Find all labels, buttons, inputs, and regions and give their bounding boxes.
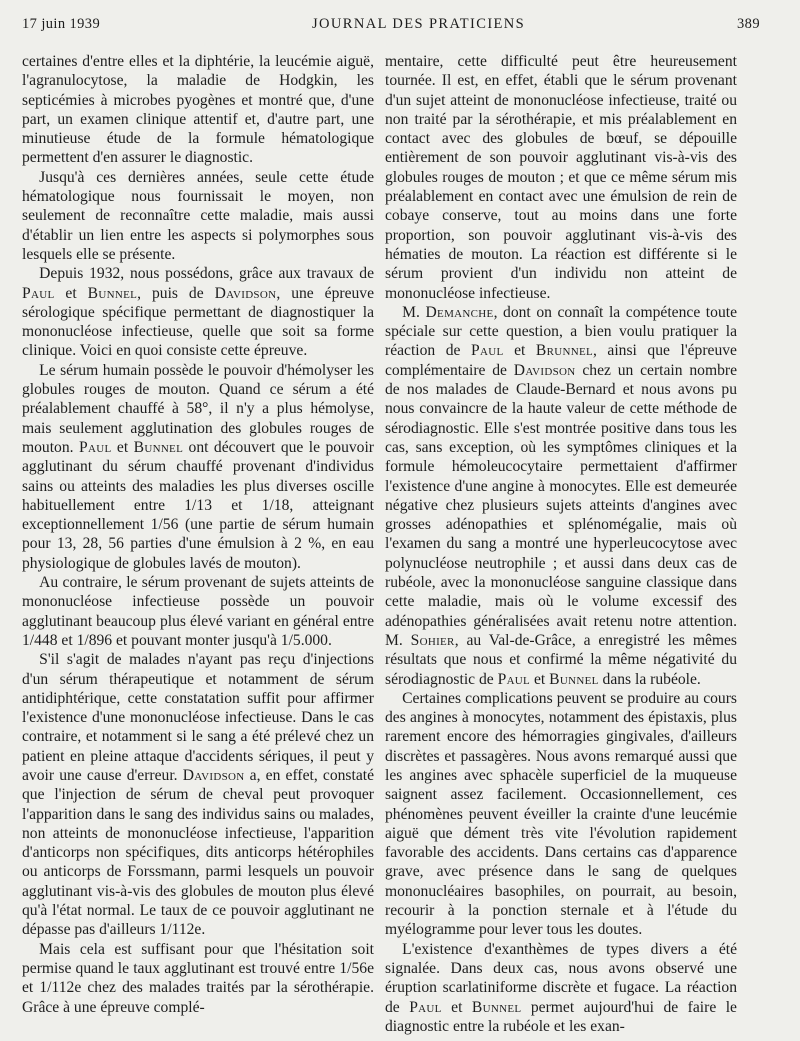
author-name: Demanche <box>425 303 494 321</box>
paragraph: mentaire, cette difficulté peut être heureusement tournée. Il est, en effet, établi que le sérum provenant d'un sujet atteint de mononucléose infectieuse, traité ou non traité par la sérothérapie, et mis préalablement en contact avec des globules de bœuf, se dépouille entièrement de son pouvoir agglutinant vis-à-vis des globules rouges de mouton ; et que ce même sérum mis préalablement en contact avec une émulsion de rein de cobaye conserve, tout au moins dans une forte proportion, son pouvoir agglutinant vis-à-vis des hématies de mouton. La réaction est différente si le sérum provient d'un individu non atteint de mononucléose infectieuse. <box>385 53 737 302</box>
paragraph: Depuis 1932, nous possédons, grâce aux travaux de Paul et Bunnel, puis de Davidson, une épreuve sérologique spécifique permettant de diagnostiquer la mononucléose infectieuse, quelle que soit sa forme clinique. Voici en quoi consiste cette épreuve. <box>22 265 374 360</box>
page-number: 389 <box>737 16 760 32</box>
paragraph: L'existence d'exanthèmes de types divers a été signalée. Dans deux cas, nous avons observé une éruption scarlatiniforme discrète et fugace. La réaction de Paul et Bunnel permet aujourd'hui de faire le diagnostic entre la rubéole et les exan- <box>385 940 737 1035</box>
author-name: Bunnel <box>87 284 138 302</box>
author-name: Paul <box>471 342 504 360</box>
author-name: Brunnel <box>535 342 593 360</box>
author-name: Bunnel <box>471 998 522 1016</box>
author-name: Davidson <box>214 284 277 302</box>
paragraph: Certaines complications peuvent se produire au cours des angines à monocytes, notamment des épistaxis, plus rarement encore des hémorragies gingivales, d'ailleurs discrètes et passagères. Nous avons remarqué aussi que les angines avec sphacèle superficiel de la muqueuse saignent assez facilement. Occasionnellement, ces phénomènes peuvent éveiller la crainte d'une leucémie aiguë que dément très vite l'évolution rapidement favorable des accidents. Dans certains cas d'apparence grave, avec présence dans le sang de quelques mononucléaires basophiles, on pourrait, au besoin, recourir à la ponction sternale et à l'étude du myélogramme pour lever tous les doutes. <box>385 689 737 939</box>
paragraph: M. Demanche, dont on connaît la compétence toute spéciale sur cette question, a bien voulu pratiquer la réaction de Paul et Brunnel, ainsi que l'épreuve complémentaire de Davidson chez un certain nombre de nos malades de Claude-Bernard et nous avons pu nous convaincre de la haute valeur de cette méthode de sérodiagnostic. Elle s'est montrée positive dans tous les cas, sans exception, où les symptômes cliniques et la formule hémoleucocytaire permettaient d'affirmer l'existence d'une angine à monocytes. Elle est demeurée négative chez plusieurs sujets atteints d'angines avec grosses adénopathies et splénomégalie, mais où l'examen du sang a montré une hyperleucocytose avec polynucléose neutrophile ; et aussi dans deux cas de rubéole, avec la mononucléose sanguine classique dans cette maladie, mais où le volume excessif des adénopathies généralisées avait retenu notre attention. M. Sohier, au Val-de-Grâce, a enregistré les mêmes résultats que nous et confirmé la même négativité du sérodiagnostic de Paul et Bunnel dans la rubéole. <box>385 303 737 688</box>
author-name: Bunnel <box>133 438 184 456</box>
right-column <box>385 52 737 1036</box>
paragraph: certaines d'entre elles et la diphtérie, la leucémie aiguë, l'agranulocytose, la maladie de Hodgkin, les septicémies à microbes pyogènes et montré que, d'une part, un examen clinique attentif et, d'autre part, une minutieuse étude de la formule hématologique permettent d'en assurer le diagnostic. <box>22 53 374 167</box>
paragraph: Le sérum humain possède le pouvoir d'hémolyser les globules rouges de mouton. Quand ce sérum a été préalablement chauffé à 58°, il n'y a plus hémolyse, mais seulement agglutination des globules rouges de mouton. Paul et Bunnel ont découvert que le pouvoir agglutinant du sérum chauffé provenant d'individus sains ou atteints des maladies les plus diverses oscille habituellement entre 1/13 et 1/18, atteignant exceptionnellement 1/56 (une partie de sérum humain pour 13, 28, 56 parties d'une émulsion à 2 %, en eau physiologique de globules lavés de mouton). <box>22 361 374 572</box>
author-name: Paul <box>22 284 55 302</box>
issue-date: 17 juin 1939 <box>22 16 101 32</box>
author-name: Davidson <box>182 766 245 784</box>
author-name: Bunnel <box>549 670 599 688</box>
author-name: Paul <box>79 438 112 456</box>
author-name: Davidson <box>513 361 576 379</box>
paragraph: Mais cela est suffisant pour que l'hésitation soit permise quand le taux agglutinant est trouvé entre 1/56e et 1/112e chez des malades traités par la sérothérapie. Grâce à une épreuve complé- <box>22 940 374 1016</box>
author-name: Paul <box>409 998 442 1016</box>
author-name: Sohier <box>410 631 455 649</box>
paragraph: S'il s'agit de malades n'ayant pas reçu d'injections d'un sérum thérapeutique et notamment de sérum antidiphtérique, cette constatation suffit pour affirmer l'existence d'une mononucléose infectieuse. Dans le cas contraire, et notamment si le sang a été prélevé chez un patient en pleine attaque d'accidents sériques, il peut y avoir une cause d'erreur. Davidson a, en effet, constaté que l'injection de sérum de cheval peut provoquer l'apparition dans le sang des individus sains ou malades, non atteints de mononucléose infectieuse, l'apparition d'anticorps non spécifiques, dits anticorps hétérophiles ou anticorps de Forssmann, parmi lesquels un pouvoir agglutinant vis-à-vis des globules de mouton plus élevé qu'à l'état normal. Le taux de ce pouvoir agglutinant ne dépasse pas d'ailleurs 1/112e. <box>22 651 375 939</box>
paragraph: Au contraire, le sérum provenant de sujets atteints de mononucléose infectieuse possède un pouvoir agglutinant beaucoup plus élevé variant en général entre 1/448 et 1/896 et pouvant monter jusqu'à 1/5.000. <box>22 574 374 649</box>
journal-title: JOURNAL DES PRATICIENS <box>312 16 526 32</box>
left-column <box>22 52 374 1017</box>
paragraph: Jusqu'à ces dernières années, seule cette étude hématologique nous fournissait le moyen, non seulement de reconnaître cette maladie, mais aussi d'établir un lien entre les aspects si polymorphes sous lesquels elle se présente. <box>22 168 374 263</box>
author-name: Paul <box>497 670 531 688</box>
page-header <box>22 16 760 38</box>
